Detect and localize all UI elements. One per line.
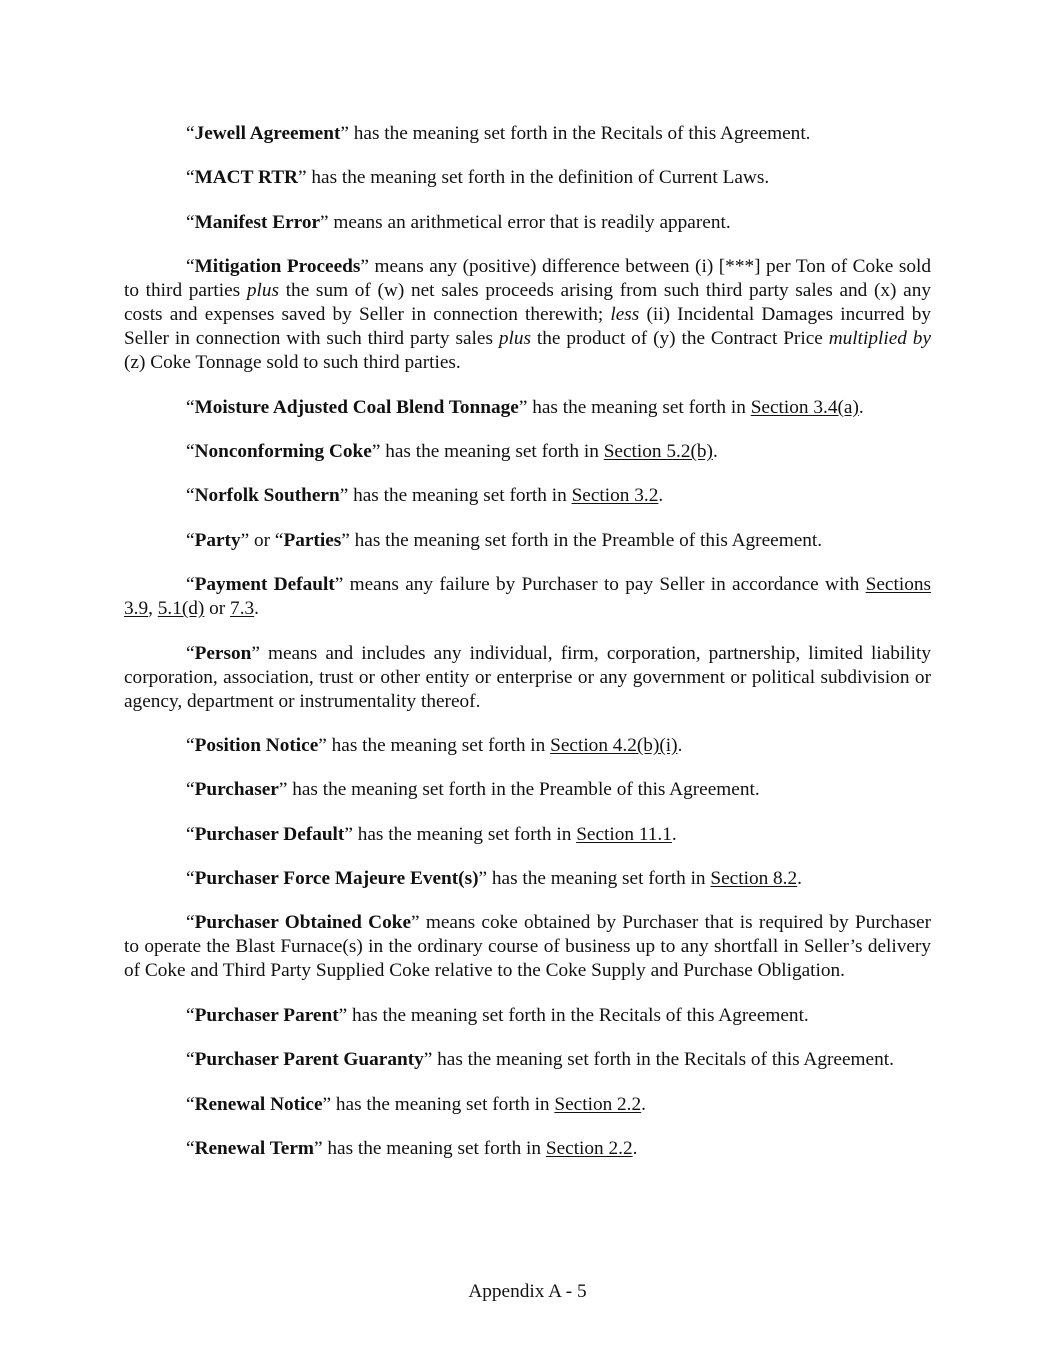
definition-text: has the meaning set forth in the Recitals of this Agreement. xyxy=(432,1049,894,1071)
defined-term: Moisture Adjusted Coal Blend Tonnage xyxy=(194,396,519,418)
defined-term: Position Notice xyxy=(194,734,319,756)
definition-text: has the meaning set forth in the Preamble of this Agreement. xyxy=(349,529,823,551)
definition-purchaser-parent: “Purchaser Parent” has the meaning set forth in the Recitals of this Agreement. xyxy=(186,1004,809,1026)
definition-text: has the meaning set forth in xyxy=(322,1138,546,1160)
definition-payment-default: “Payment Default” means any failure by Purchaser to pay Seller in accordance with Sections 3.9, 5.1(d) or 7.3. xyxy=(124,574,931,620)
defined-term: Payment Default xyxy=(194,574,335,596)
defined-term: Jewell Agreement xyxy=(194,123,341,144)
defined-term: Purchaser Parent xyxy=(194,1004,339,1026)
section-reference: Section 2.2 xyxy=(545,1138,633,1160)
definition-purchaser-default: “Purchaser Default” has the meaning set forth in Section 11.1. xyxy=(186,823,677,845)
definition-mact-rtr: “MACT RTR” has the meaning set forth in the definition of Current Laws. xyxy=(186,167,770,189)
definition-party: “Party” or “Parties” has the meaning set forth in the Preamble of this Agreement. xyxy=(186,529,823,551)
emphasis-text: less xyxy=(610,304,640,326)
defined-term: Parties xyxy=(283,529,342,551)
definition-manifest-error: “Manifest Error” means an arithmetical error that is readily apparent. xyxy=(186,211,731,233)
connector-text: or xyxy=(249,529,275,551)
definition-text: has the meaning set forth in xyxy=(331,1093,555,1115)
defined-term: Nonconforming Coke xyxy=(194,440,372,462)
definition-purchaser-obtained-coke: “Purchaser Obtained Coke” means coke obtained by Purchaser that is required by Purchaser to operate the Blast Furnace(s) in the ordinary course of business up to any shortfall in Seller’s delivery of Coke and Third Party Supplied Coke relative to the Coke Supply and Purchase Obligation. xyxy=(124,912,931,982)
defined-term: Renewal Notice xyxy=(194,1093,323,1115)
definition-text: (ii) Incidental Damages incurred by Seller in connection with such third party sales xyxy=(124,304,931,350)
definition-text: has the meaning set forth in the Recitals of this Agreement. xyxy=(347,1004,809,1026)
definition-jewell-agreement: “Jewell Agreement” has the meaning set forth in the Recitals of this Agreement. xyxy=(186,123,811,144)
definition-end: . xyxy=(677,734,683,756)
definition-purchaser-parent-guaranty: “Purchaser Parent Guaranty” has the meaning set forth in the Recitals of this Agreement. xyxy=(186,1049,894,1071)
definition-renewal-notice: “Renewal Notice” has the meaning set forth in Section 2.2. xyxy=(186,1093,646,1115)
definition-text: has the meaning set forth in xyxy=(326,734,551,756)
definition-text: (z) Coke Tonnage sold to such third parties. xyxy=(124,352,461,374)
definition-text: has the meaning set forth in the Recitals of this Agreement. xyxy=(348,123,811,144)
definition-end: . xyxy=(797,868,802,890)
emphasis-text: plus xyxy=(246,280,280,302)
definition-end: . xyxy=(641,1093,646,1115)
definition-text: has the meaning set forth in xyxy=(527,396,751,418)
defined-term: Purchaser xyxy=(194,779,279,801)
section-reference: 5.1(d) xyxy=(157,598,205,620)
definition-text: has the meaning set forth in the definition of Current Laws. xyxy=(306,167,770,189)
defined-term: Purchaser Force Majeure Event(s) xyxy=(194,868,479,890)
section-reference: Section 11.1 xyxy=(576,823,672,845)
defined-term: Manifest Error xyxy=(194,211,321,233)
defined-term: Norfolk Southern xyxy=(194,485,340,507)
definition-position-notice: “Position Notice” has the meaning set forth in Section 4.2(b)(i). xyxy=(186,734,683,756)
separator-text: , xyxy=(148,598,158,620)
definition-renewal-term: “Renewal Term” has the meaning set forth in Section 2.2. xyxy=(186,1138,638,1160)
definition-end: . xyxy=(658,485,664,507)
definition-nonconforming-coke: “Nonconforming Coke” has the meaning set forth in Section 5.2(b). xyxy=(186,440,718,462)
section-reference: Section 2.2 xyxy=(554,1093,642,1115)
section-reference: Section 4.2(b)(i) xyxy=(550,734,678,756)
defined-term: MACT RTR xyxy=(194,167,298,189)
separator-text: or xyxy=(204,598,231,620)
defined-term: Purchaser Obtained Coke xyxy=(194,912,412,934)
defined-term: Mitigation Proceeds xyxy=(194,256,361,278)
definition-end: . xyxy=(858,396,864,418)
definition-end: . xyxy=(254,598,259,620)
defined-term: Person xyxy=(194,642,252,664)
definition-norfolk-southern: “Norfolk Southern” has the meaning set forth in Section 3.2. xyxy=(186,485,664,507)
definition-purchaser: “Purchaser” has the meaning set forth in the Preamble of this Agreement. xyxy=(186,779,760,801)
section-reference: 7.3 xyxy=(230,598,255,620)
defined-term: Renewal Term xyxy=(194,1138,314,1160)
definition-text: the product of (y) the Contract Price xyxy=(531,328,829,350)
definition-mitigation-proceeds: “Mitigation Proceeds” means any (positive) difference between (i) [***] per Ton of Coke sold to third parties plus the sum of (w) net sales proceeds arising from such third party sales and (x) any costs and expenses saved by Seller in connection therewith; less (ii) Incidental Damages incurred by Seller in connection with such third party sales plus the product of (y) the Contract Price multiplied by (z) Coke Tonnage sold to such third parties. xyxy=(124,256,931,374)
section-reference: Section 5.2(b) xyxy=(603,440,713,462)
definition-end: . xyxy=(632,1138,638,1160)
definition-text: means an arithmetical error that is readily apparent. xyxy=(328,211,731,233)
section-reference: Sections 3.9 xyxy=(124,574,931,620)
definition-text: has the meaning set forth in xyxy=(380,440,604,462)
definition-text: has the meaning set forth in xyxy=(487,868,711,890)
definition-text: has the meaning set forth in xyxy=(348,485,572,507)
section-reference: Section 8.2 xyxy=(710,868,798,890)
definition-text: has the meaning set forth in the Preamble of this Agreement. xyxy=(287,779,760,801)
document-body xyxy=(124,122,931,1181)
definition-text: means and includes any individual, firm, corporation, partnership, limited liability corporation, association, trust or other entity or enterprise or any government or political subdivision or agency, department or instrumentality thereof. xyxy=(124,642,931,712)
section-reference: Section 3.4(a) xyxy=(750,396,859,418)
section-reference: Section 3.2 xyxy=(571,485,659,507)
definition-text: means coke obtained by Purchaser that is required by Purchaser to operate the Blast Furnace(s) in the ordinary course of business up to any shortfall in Seller’s delivery of Coke and Third Party Supplied Coke relative to the Coke Supply and Purchase Obligation. xyxy=(124,912,931,982)
definition-end: . xyxy=(671,823,677,845)
defined-term: Purchaser Default xyxy=(194,823,345,845)
definition-text: means any (positive) difference between (i) [***] per Ton of Coke sold to third parties xyxy=(124,256,931,302)
definition-person: “Person” means and includes any individual, firm, corporation, partnership, limited liability corporation, association, trust or other entity or enterprise or any government or political subdivision or agency, department or instrumentality thereof. xyxy=(124,642,931,712)
definition-text: the sum of (w) net sales proceeds arising from such third party sales and (x) any costs and expenses saved by Seller in connection therewith; xyxy=(124,280,931,326)
definition-purchaser-force-majeure-events: “Purchaser Force Majeure Event(s)” has the meaning set forth in Section 8.2. xyxy=(186,868,802,890)
page-footer: Appendix A - 5 xyxy=(468,1281,587,1302)
definition-text: means any failure by Purchaser to pay Seller in accordance with xyxy=(343,574,866,596)
defined-term: Purchaser Parent Guaranty xyxy=(194,1049,424,1071)
definition-text: has the meaning set forth in xyxy=(352,823,577,845)
emphasis-text: plus xyxy=(498,328,531,350)
emphasis-text: multiplied by xyxy=(828,328,931,350)
definition-moisture-adjusted-coal-blend-tonnage: “Moisture Adjusted Coal Blend Tonnage” has the meaning set forth in Section 3.4(a). xyxy=(186,396,864,418)
definition-end: . xyxy=(712,440,718,462)
defined-term: Party xyxy=(194,529,241,551)
